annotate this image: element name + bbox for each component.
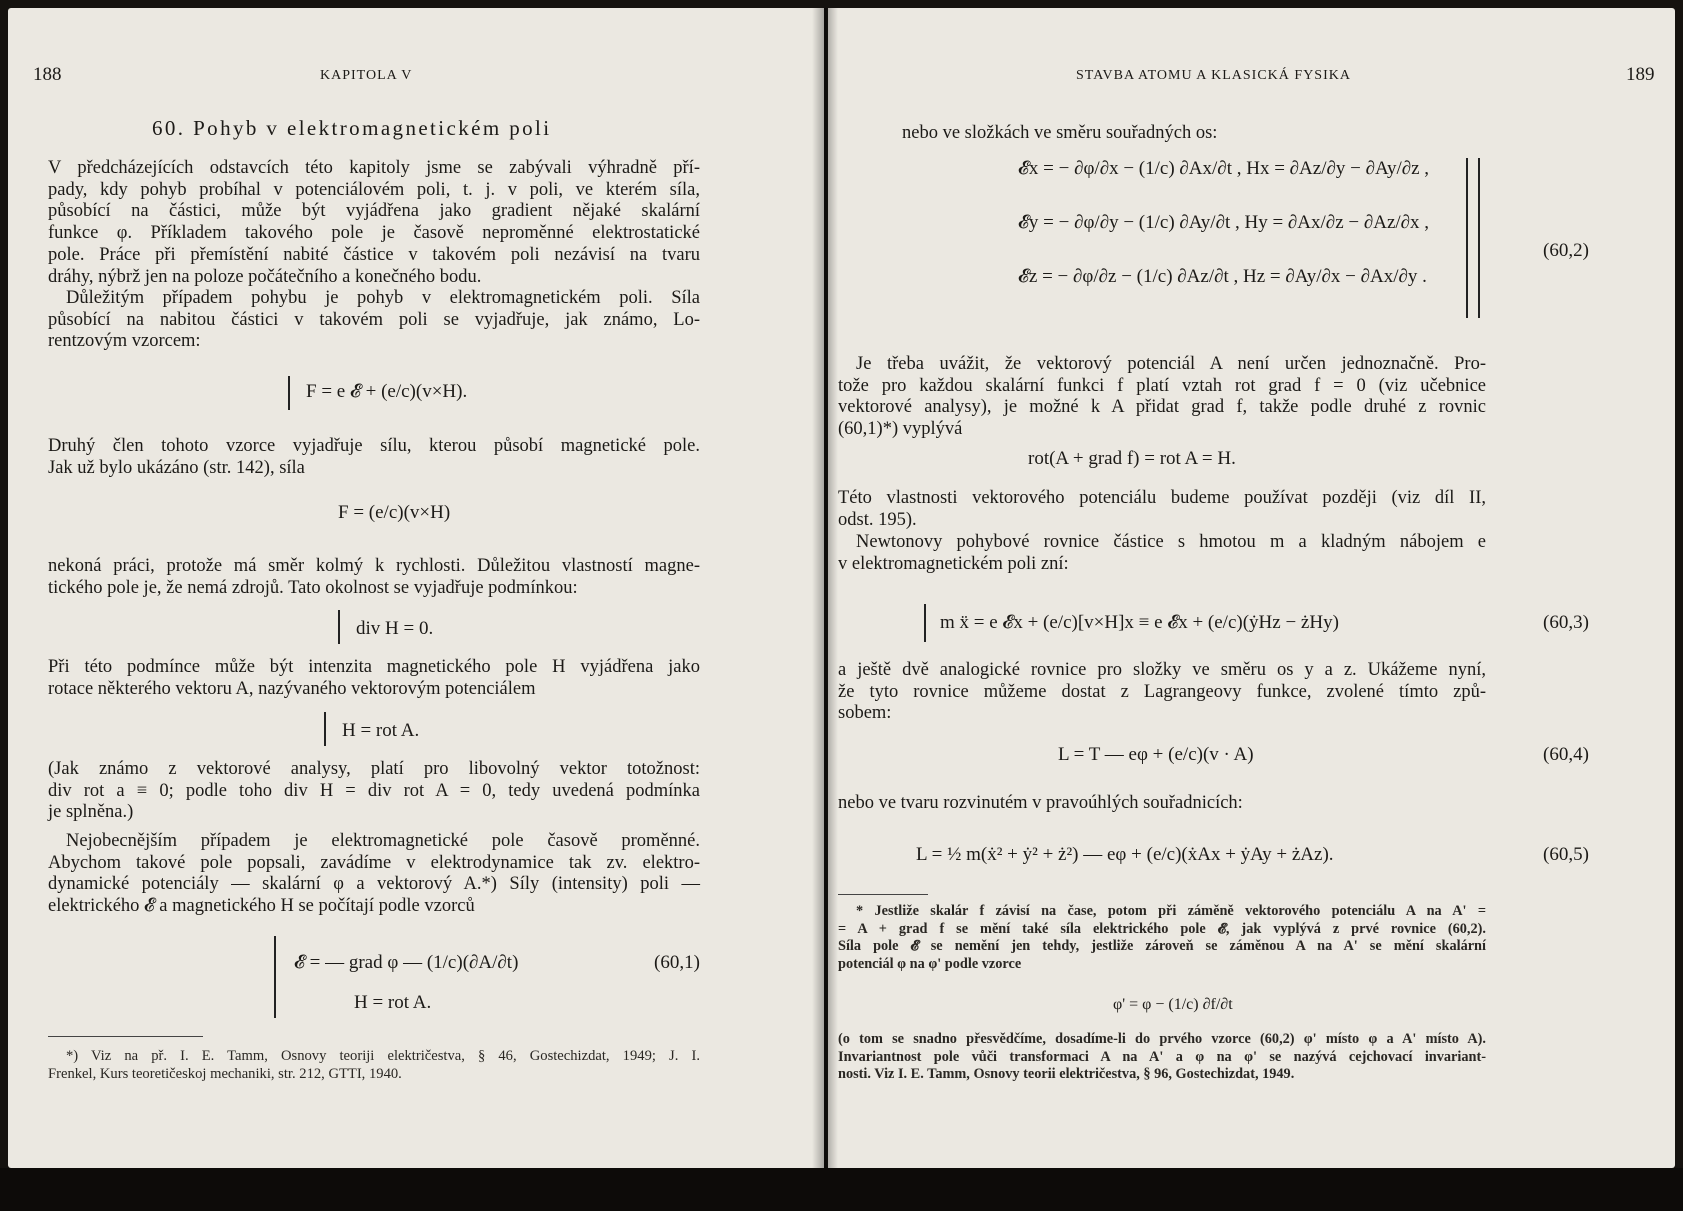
scan-background (0, 1168, 1683, 1211)
equation-60-5: L = ½ m(ẋ² + ẏ² + ż²) — eφ + (e/c)(ẋAx + ẏAy + żAz). (916, 844, 1334, 865)
equation-60-1-line-2: H = rot A. (354, 992, 432, 1013)
equation-number: (60,3) (1543, 612, 1589, 633)
footnote-b: (o tom se snadno přesvědčíme, dosadíme-li do prvého vzorce (60,2) φ' místo φ a A' místo A). Invariantnost pole vůči transformaci A na A' a φ na φ' se nazývá cejchovací invariant- nosti. Viz I. E. Tamm, Osnovy teorii električestva, § 96, Gostechizdat, 1949. (838, 1031, 1486, 1082)
equation-rot: H = rot A. (342, 720, 420, 741)
right-page (828, 8, 1675, 1168)
running-head: KAPITOLA V (320, 68, 413, 83)
paragraph-5: nebo ve tvaru rozvinutém v pravoúhlých souřadnicích: (838, 793, 1243, 813)
paragraph-1: V předcházejících odstavcích této kapitoly jsme se zabývali výhradně pří- pady, kdy pohyb probíhal v potenciálovém poli, t. j. v poli, ve kterém síla, působící na částici, může být vyjádřena jako gradient nějaké skalární funkce φ. Příkladem takového pole je časově neproměnné elektrostatické pole. Práce při přemístění nabité částice v takovém poli nezávisí na tvaru dráhy, nýbrž jen na poloze počátečního a konečného bodu. (48, 158, 700, 287)
paragraph-6: (Jak známo z vektorové analysy, platí pro libovolný vektor totožnost: div rot a ≡ 0; podle toho div H = div rot A = 0, tedy uvedená podmínka je splněna.) (48, 759, 700, 823)
footnote-rule (48, 1036, 203, 1037)
intro-line: nebo ve složkách ve směru souřadných os: (902, 123, 1218, 143)
paragraph-2: Důležitým případem pohybu je pohyb v elektromagnetickém poli. Síla působící na nabitou částici v takovém poli se vyjadřuje, jak známo, Lo- rentzovým vzorcem: (48, 288, 700, 352)
paragraph-2: Této vlastnosti vektorového potenciálu budeme používat později (viz díl II, odst. 195). (838, 488, 1486, 530)
equation-number: (60,2) (1543, 240, 1589, 261)
running-head: STAVBA ATOMU A KLASICKÁ FYSIKA (1076, 68, 1351, 83)
equation-60-4: L = T — eφ + (e/c)(v · A) (1058, 744, 1254, 765)
equation-gauge: rot(A + grad f) = rot A = H. (1028, 448, 1236, 469)
footnote-rule (838, 894, 928, 895)
equation-number: (60,5) (1543, 844, 1589, 865)
equation-brace (1466, 158, 1468, 318)
equation-marker (324, 712, 326, 746)
equation-lorentz: F = e 𝓔 + (e/c)(v×H). (306, 381, 468, 402)
equation-60-3: m ẍ = e 𝓔x + (e/c)[v×H]x ≡ e 𝓔x + (e/c)(ẏHz − żHy) (940, 612, 1339, 633)
equation-row: 𝓔z = − ∂φ/∂z − (1/c) ∂Az/∂t , Hz = ∂Ay/∂x − ∂Ax/∂y . (1018, 266, 1427, 287)
equation-magnetic-force: F = (e/c)(v×H) (338, 502, 451, 523)
equation-row: 𝓔y = − ∂φ/∂y − (1/c) ∂Ay/∂t , Hy = ∂Ax/∂z − ∂Az/∂x , (1018, 212, 1430, 233)
page-number: 189 (1626, 64, 1655, 85)
equation-marker (338, 610, 340, 644)
equation-number: (60,1) (654, 952, 700, 973)
equation-60-1-line-1: 𝓔 = — grad φ — (1/c)(∂A/∂t) (294, 952, 519, 973)
paragraph-4: nekoná práci, protože má směr kolmý k rychlosti. Důležitou vlastností magne- tického pole je, že nemá zdrojů. Tato okolnost se vyjadřuje podmínkou: (48, 556, 700, 598)
paragraph-3: Druhý člen tohoto vzorce vyjadřuje sílu, kterou působí magnetické pole. Jak už bylo ukázáno (str. 142), síla (48, 436, 700, 478)
paragraph-7: Nejobecnějším případem je elektromagnetické pole časově proměnné. Abychom takové pole popsali, zavádíme v elektrodynamice tak zv. elektro- dynamické potenciály — skalární φ a vektorový A.*) Síly (intensity) poli — elektrického 𝓔 a magnetického H se počítají podle vzorců (48, 831, 700, 917)
paragraph-1: Je třeba uvážit, že vektorový potenciál A není určen jednoznačně. Pro- tože pro každou skalární funkci f platí vztah rot grad f = 0 (viz učebnice vektorové analysy), je možné k A přidat grad f, takže podle druhé z rovnic (60,1)*) vyplývá (838, 354, 1486, 440)
equation-marker (288, 376, 290, 410)
footnote: *) Viz na př. I. E. Tamm, Osnovy teoriji električestva, § 46, Gostechizdat, 1949; J. I. Frenkel, Kurs teoretičeskoj mechaniki, str. 212, GTTI, 1940. (48, 1048, 700, 1082)
equation-marker (274, 936, 276, 1018)
equation-60-2 (1018, 158, 1429, 320)
paragraph-5: Při této podmínce může být intenzita magnetického pole H vyjádřena jako rotace některého vektoru A, nazývaného vektorovým potenciálem (48, 657, 700, 699)
page-number: 188 (33, 64, 62, 85)
equation-row: 𝓔x = − ∂φ/∂x − (1/c) ∂Ax/∂t , Hx = ∂Az/∂y − ∂Ay/∂z , (1018, 158, 1430, 179)
left-page (8, 8, 824, 1168)
equation-brace (1478, 158, 1480, 318)
paragraph-3: Newtonovy pohybové rovnice částice s hmotou m a kladným nábojem e v elektromagnetickém poli zní: (838, 532, 1486, 574)
book-gutter (812, 8, 838, 1168)
section-title: 60. Pohyb v elektromagnetickém poli (152, 116, 552, 140)
equation-div: div H = 0. (356, 618, 434, 639)
paragraph-4: a ještě dvě analogické rovnice pro složky ve směru os y a z. Ukážeme nyní, že tyto rovnice můžeme dostat z Lagrangeovy funkce, zvolené tímto způ- sobem: (838, 660, 1486, 724)
equation-marker (924, 604, 926, 642)
footnote-a: * Jestliže skalár f závisí na čase, potom při záměně vektorového potenciálu A na A' = = A + grad f se mění také síla elektrického pole 𝓔, jak vyplývá z prvé rovnice (60,2). Síla pole 𝓔 se nemění jen tehdy, jestliže zároveň se záměnou A na A' se mění skalární potenciál φ na φ' podle vzorce (838, 903, 1486, 972)
equation-number: (60,4) (1543, 744, 1589, 765)
footnote-equation: φ' = φ − (1/c) ∂f/∂t (1113, 996, 1233, 1013)
